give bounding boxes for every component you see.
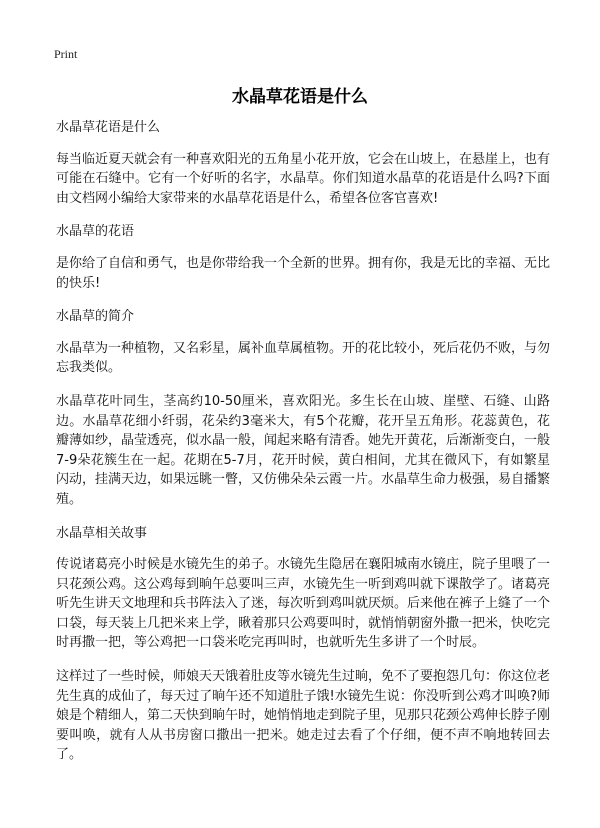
document-title: 水晶草花语是什么 [232, 87, 368, 107]
section-heading-introduction: 水晶草的简介 [56, 309, 135, 325]
paragraph-story-2: 这样过了一些时候，师娘天天饿着肚皮等水镜先生过晌，免不了要抱怨几句：你这位老先生真的成仙了，每天过了晌午还不知道肚子饿!水镜先生说：你没听到公鸡才叫唤?师娘是个精细人，第二天快到晌午时，她悄悄地走到院子里，见那只花颈公鸡伸长脖子刚要叫唤，就有人从书房窗口撒出一把米。她走过去看了个仔细，便不声不响地转回去了。 [56, 669, 551, 763]
paragraph-introduction-1: 水晶草为一种植物，又名彩星，属补血草属植物。开的花比较小，死后花仍不败，与勿忘我类似。 [56, 340, 551, 376]
section-heading-story: 水晶草相关故事 [56, 525, 148, 541]
paragraph-introduction-2: 水晶草花叶同生，茎高约10-50厘米，喜欢阳光。多生长在山坡、崖壁、石缝、山路边。水晶草花细小纤弱，花朵约3毫米大，有5个花瓣，花开呈五角形。花蕊黄色，花瓣薄如纱，晶莹透亮，似水晶一般，闻起来略有清香。她先开黄花，后渐渐变白，一般7-9朵花簇生在一起。花期在5-7月，花开时候，黄白相间，尤其在微风下，有如繁星闪动，挂满天边，如果远眺一瞥，又仿佛朵朵云霞一片。水晶草生命力极强，易自播繁殖。 [56, 393, 551, 507]
section-heading-flower-language: 水晶草的花语 [56, 224, 135, 240]
paragraph-intro: 每当临近夏天就会有一种喜欢阳光的五角星小花开放，它会在山坡上，在悬崖上，也有可能在石缝中。它有一个好听的名字，水晶草。你们知道水晶草的花语是什么吗?下面由文档网小编给大家带来的水晶草花语是什么，希望各位客官喜欢! [56, 151, 551, 206]
paragraph-flower-language: 是你给了自信和勇气，也是你带给我一个全新的世界。拥有你，我是无比的幸福、无比的快乐! [56, 255, 551, 291]
paragraph-story-1: 传说诸葛亮小时候是水镜先生的弟子。水镜先生隐居在襄阳城南水镜庄，院子里喂了一只花颈公鸡。这公鸡每到晌午总要叫三声，水镜先生一听到鸡叫就下课散学了。诸葛亮听先生讲天文地理和兵书阵法入了迷，每次听到鸡叫就厌烦。后来他在裤子上缝了一个口袋，每天装上几把米来上学，瞅着那只公鸡要叫时，就悄悄朝窗外撒一把米，快吃完时再撒一把，等公鸡把一口袋米吃完再叫时，也就听先生多讲了一个时辰。 [56, 557, 551, 651]
document-body [56, 118, 550, 779]
print-link[interactable]: Print [54, 47, 78, 61]
section-heading-meaning: 水晶草花语是什么 [56, 120, 161, 135]
